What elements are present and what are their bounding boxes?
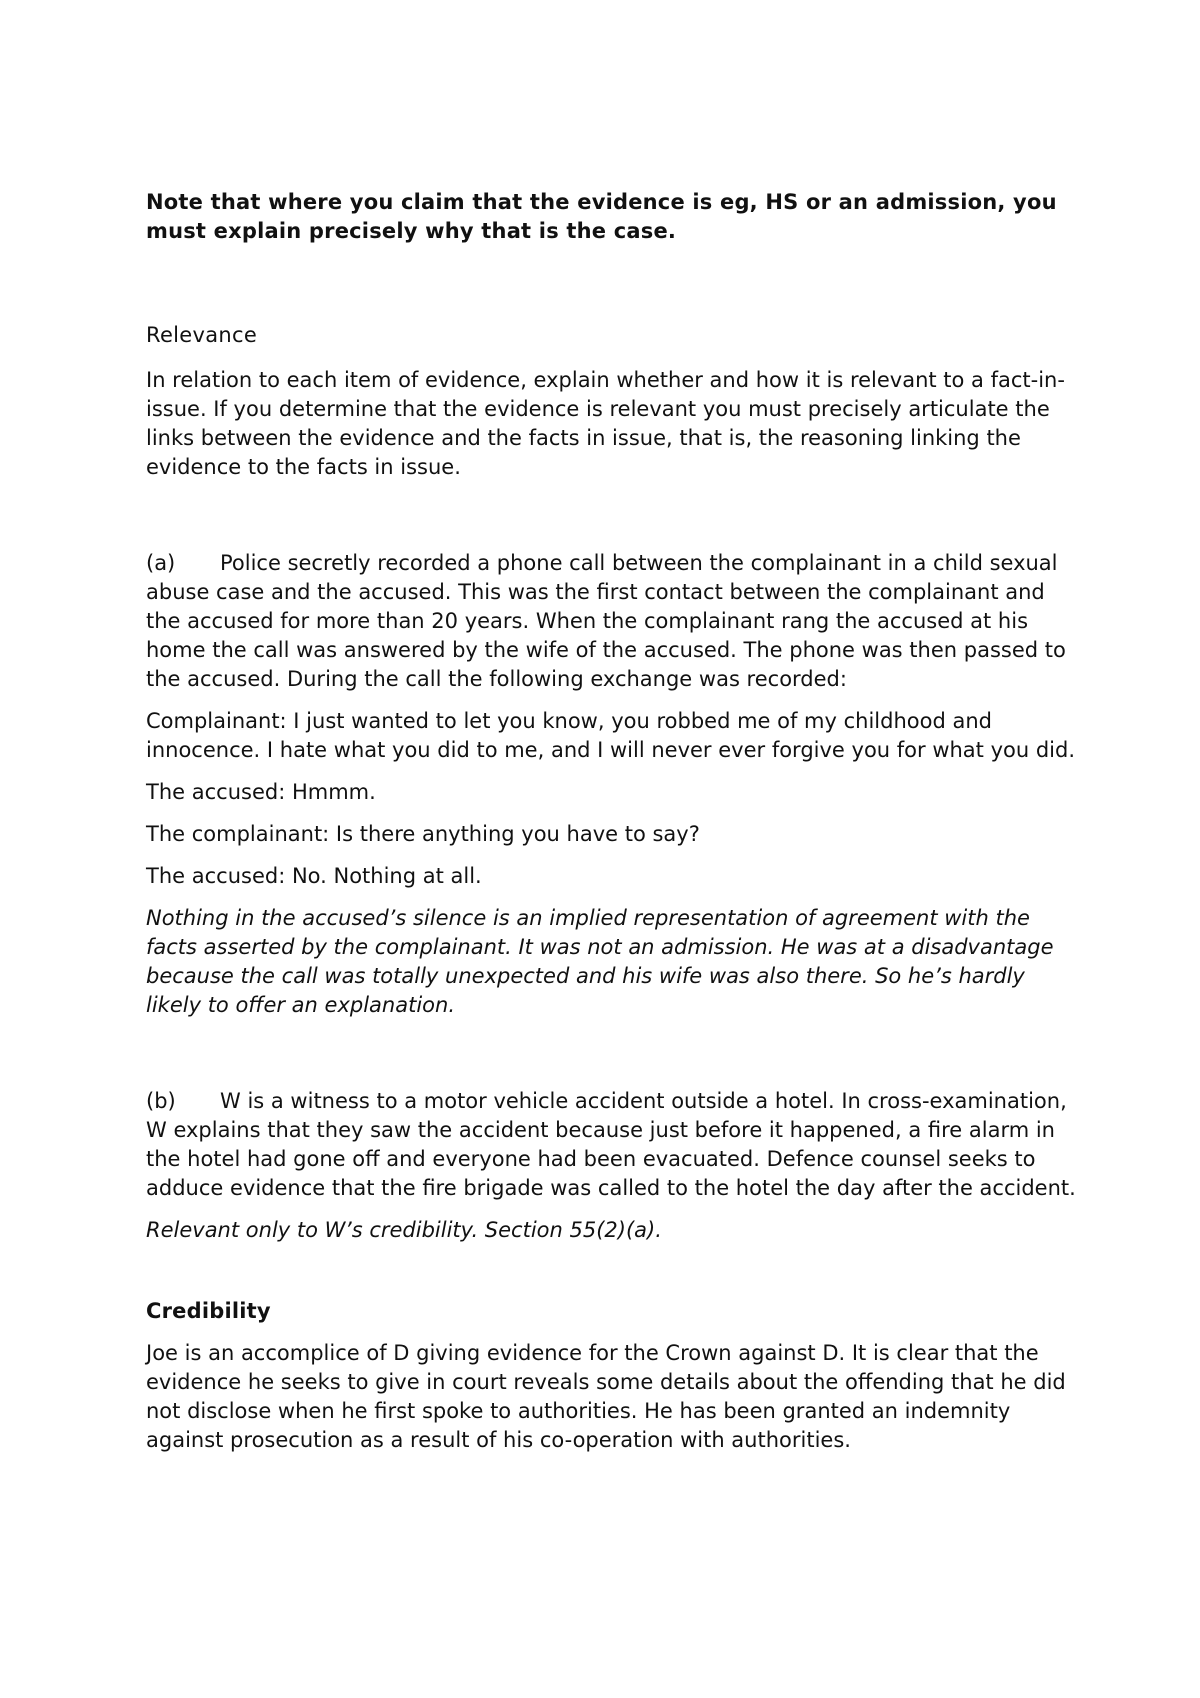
credibility-text: Joe is an accomplice of D giving evidence for the Crown against D. It is clear that the evidence he seeks to give in court reveals some details about the offending that he did not disclose when he first spoke to authorities. He has been granted an indemnity against prosecution as a result of his co-operation with authorities. — [146, 1341, 1066, 1452]
relevance-intro: In relation to each item of evidence, explain whether and how it is relevant to a fact-in-issue. If you determine that the evidence is relevant you must precisely articulate the links between the evidence and the facts in issue, that is, the reasoning linking the evidence to the facts in issue. — [146, 368, 1065, 479]
exchange-line: The accused: No. Nothing at all. — [146, 864, 482, 888]
instruction-note: Note that where you claim that the evidence is eg, HS or an admission, you must explain precisely why that is the case. — [146, 190, 1057, 243]
item-b-question — [146, 1087, 1076, 1203]
item-a-label: (a) — [146, 551, 176, 575]
item-a-answer: Nothing in the accused’s silence is an implied representation of agreement with the facts asserted by the complainant. It was not an admission. He was at a disadvantage because the call was totally unexpected and his wife was also there. So he’s hardly likely to offer an explanation. — [146, 906, 1054, 1017]
item-b-text: W is a witness to a motor vehicle accident outside a hotel. In cross-examination, W explains that they saw the accident because just before it happened, a fire alarm in the hotel had gone off and everyone had been evacuated. Defence counsel seeks to adduce evidence that the fire brigade was called to the hotel the day after the accident. — [146, 1089, 1076, 1200]
relevance-heading: Relevance — [146, 323, 258, 347]
exchange-line: The accused: Hmmm. — [146, 780, 376, 804]
item-b-label: (b) — [146, 1089, 176, 1113]
item-b-answer: Relevant only to W’s credibility. Section 55(2)(a). — [146, 1218, 662, 1242]
exchange-line: Complainant: I just wanted to let you know, you robbed me of my childhood and innocence. I hate what you did to me, and I will never ever forgive you for what you did. — [146, 709, 1076, 762]
item-a-question — [146, 549, 1076, 694]
item-a-text: Police secretly recorded a phone call between the complainant in a child sexual abuse case and the accused. This was the first contact between the complainant and the accused for more than 20 years. When the complainant rang the accused at his home the call was answered by the wife of the accused. The phone was then passed to the accused. During the call the following exchange was recorded: — [146, 551, 1066, 691]
exchange-line: The complainant: Is there anything you have to say? — [146, 822, 700, 846]
credibility-heading: Credibility — [146, 1299, 271, 1323]
document-page — [146, 188, 1076, 1455]
